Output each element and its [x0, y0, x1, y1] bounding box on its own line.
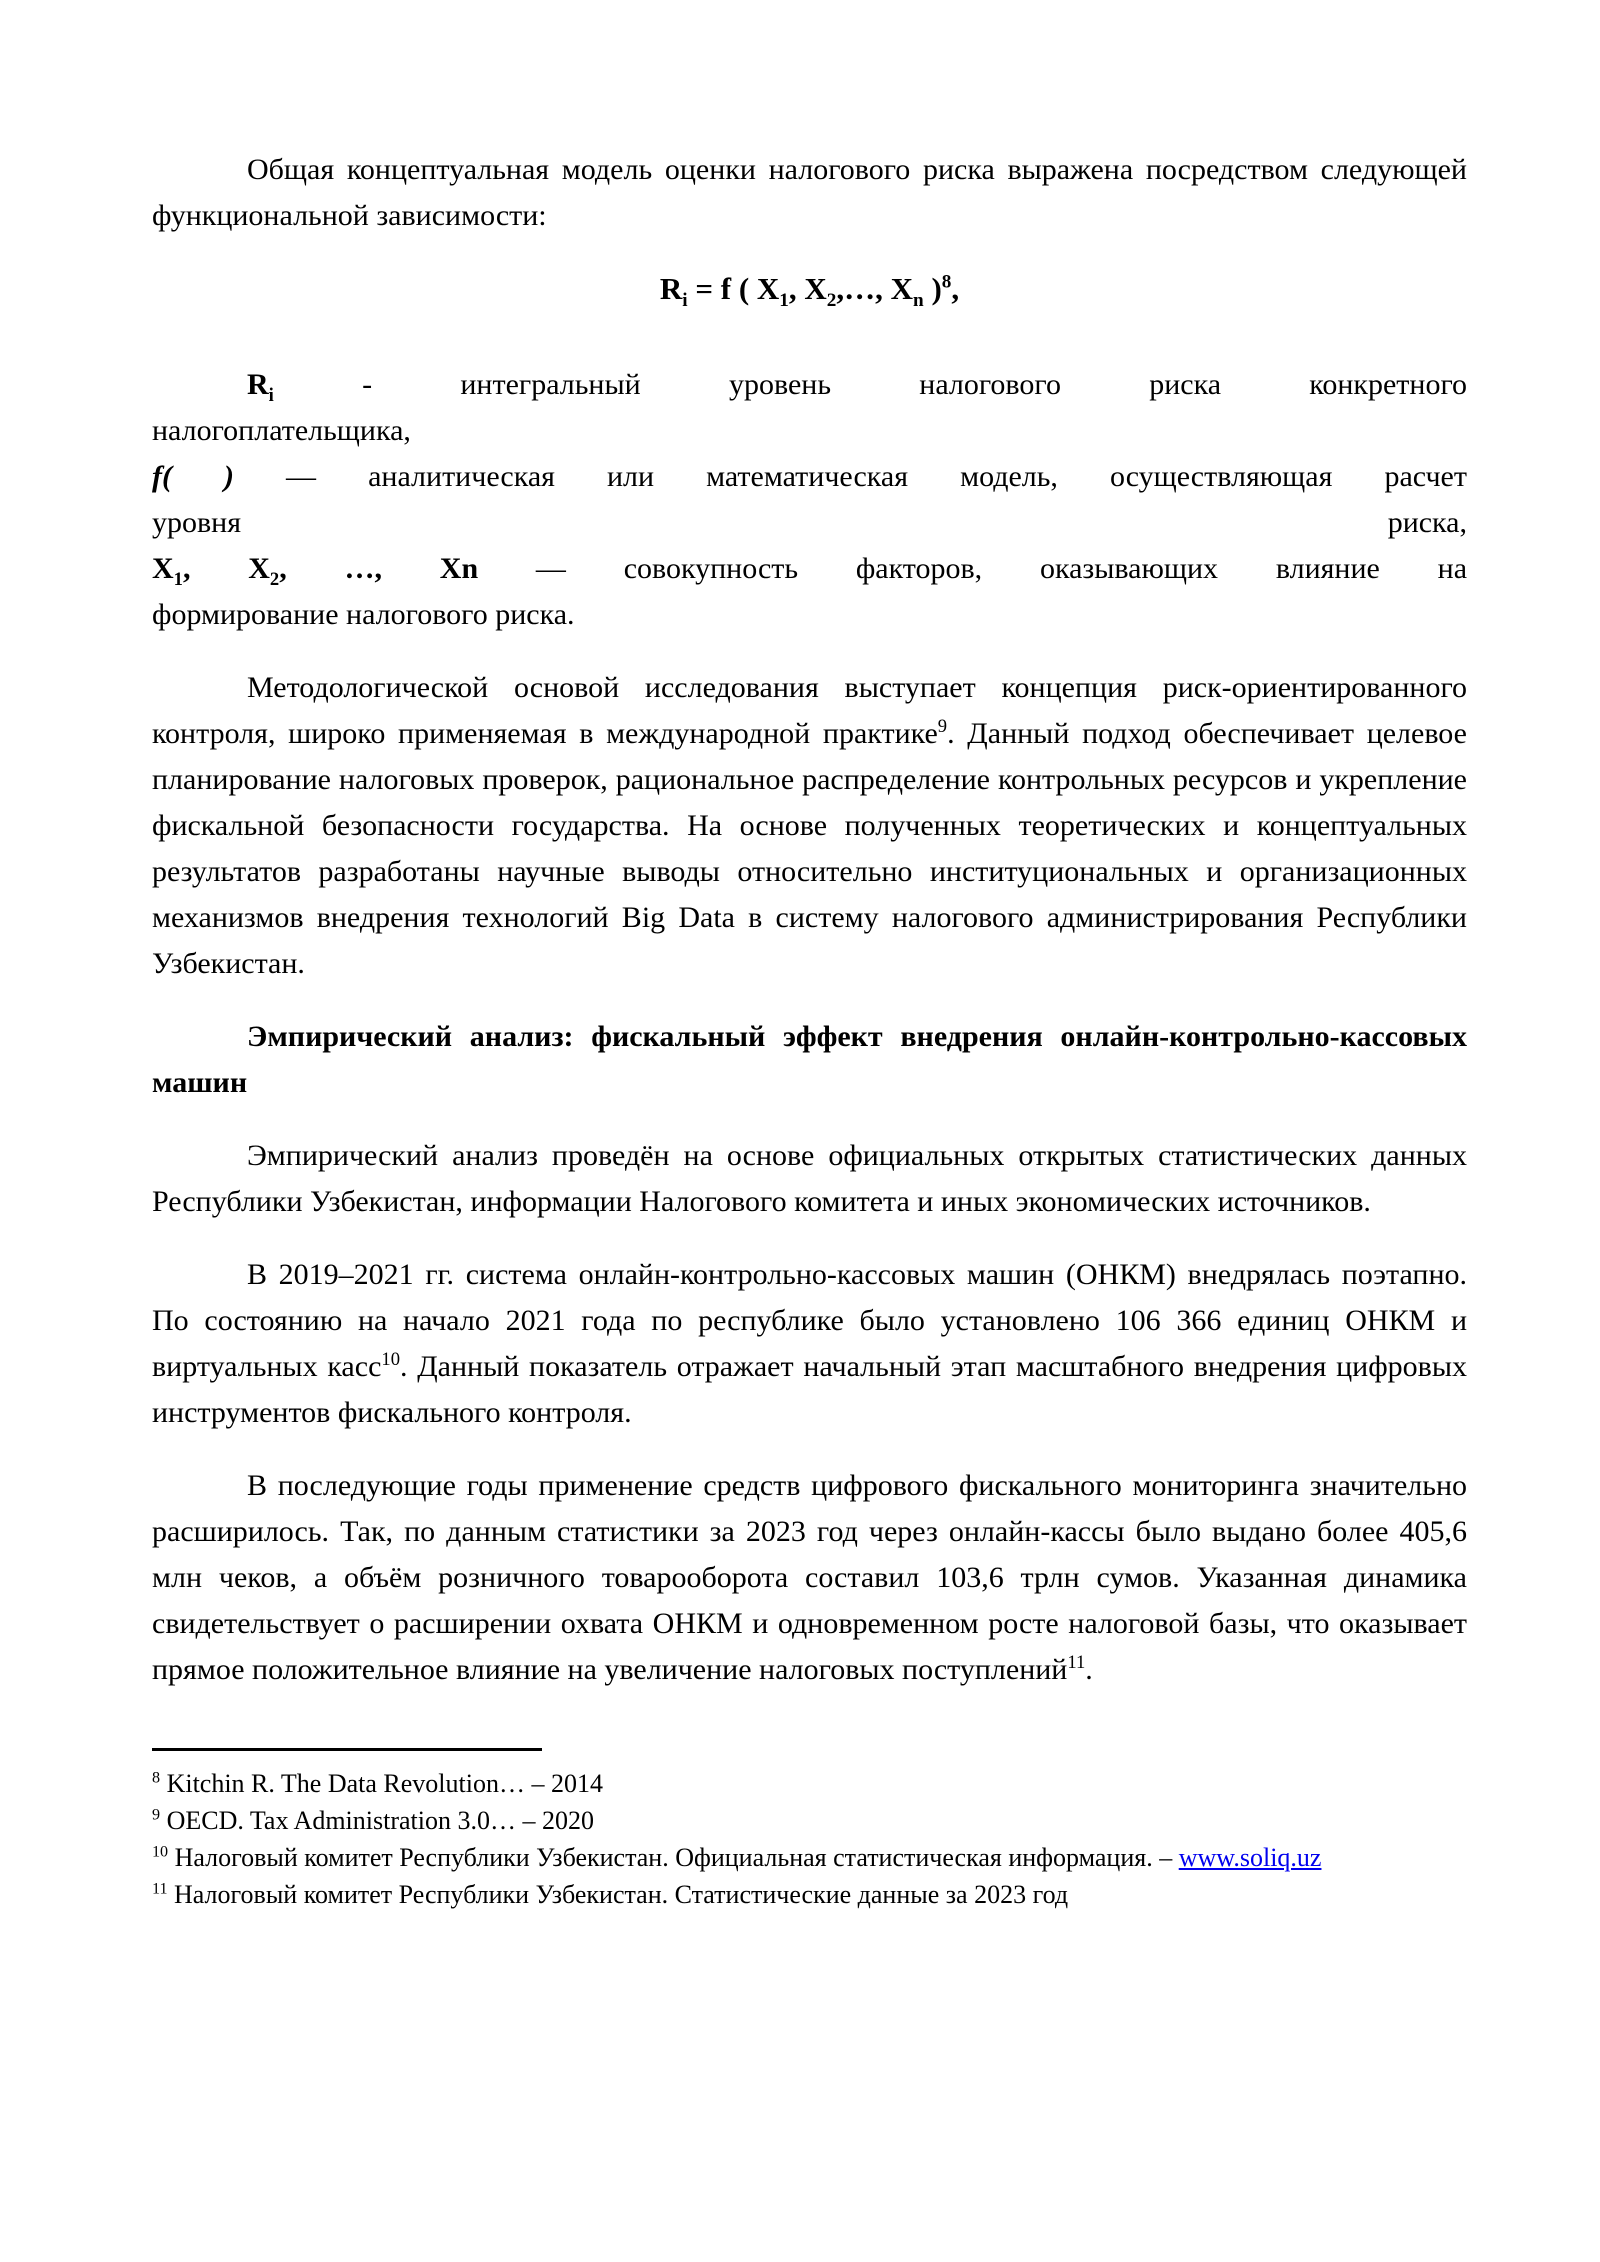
methodology-text: Методологической основой исследования выступает концепция риск-ориентированного контроля, широко применяемая в международной практике	[152, 671, 1467, 750]
formula-part: = f ( X	[687, 271, 780, 306]
section-heading-text: Эмпирический анализ: фискальный эффект внедрения онлайн-контрольно-кассовых машин	[152, 1020, 1467, 1099]
footnote-10-number: 10	[152, 1843, 169, 1861]
footnote-8-number: 8	[152, 1769, 161, 1787]
formula-part: ,…, X	[836, 271, 914, 306]
x-symbol-mid: , X	[182, 552, 270, 585]
formula-part: R	[659, 271, 683, 306]
f-symbol: f( )	[152, 460, 235, 493]
definition-x-text2: формирование налогового риска.	[152, 598, 575, 631]
footnote-separator	[152, 1748, 542, 1751]
section-heading	[152, 1014, 1467, 1106]
definition-ri-line2	[152, 408, 1467, 454]
paragraph-onkm	[152, 1252, 1467, 1436]
paragraph-intro-text: Общая концептуальная модель оценки налогового риска выражена посредством следующей функциональной зависимости:	[152, 153, 1467, 232]
footnote-10	[152, 1839, 1467, 1876]
definition-f-text: — аналитическая или математическая модель, осуществляющая расчет	[234, 460, 1467, 493]
variable-definitions	[152, 362, 1467, 638]
definition-ri-line1	[152, 362, 1467, 408]
footnote-9	[152, 1802, 1467, 1839]
paragraph-growth	[152, 1463, 1467, 1693]
definition-x-line1	[152, 546, 1467, 592]
formula-footnote-ref-8: 8	[941, 271, 952, 293]
onkm-text2: . Данный показатель отражает начальный этап масштабного внедрения цифровых инструментов фискального контроля.	[152, 1350, 1467, 1429]
ri-symbol-base: R	[247, 368, 269, 401]
footnote-10-text: Налоговый комитет Республики Узбекистан. Официальная статистическая информация. –	[174, 1843, 1179, 1872]
definition-ri-text: - интегральный уровень налогового риска конкретного	[273, 368, 1467, 401]
formula-part: )	[923, 271, 942, 306]
paragraph-methodology	[152, 665, 1467, 987]
formula-subscript: 2	[826, 290, 837, 312]
formula-subscript: n	[913, 290, 924, 312]
footnote-8-text: Kitchin R. The Data Revolution… – 2014	[166, 1769, 603, 1798]
methodology-text2: . Данный подход обеспечивает целевое планирование налоговых проверок, рациональное распределение контрольных ресурсов и укрепление фискальной безопасности государства. На основе полученных теоретических и концептуальных результатов разработаны научные выводы относительно институциональных и организационных механизмов внедрения технологий Big Data в систему налогового администрирования Республики Узбекистан.	[152, 717, 1467, 980]
soliq-link[interactable]: www.soliq.uz	[1178, 1843, 1322, 1872]
formula-expression	[659, 271, 960, 312]
paragraph-intro	[152, 147, 1467, 239]
footnote-9-text: OECD. Tax Administration 3.0… – 2020	[166, 1806, 594, 1835]
footnote-8	[152, 1765, 1467, 1802]
footnote-ref-10: 10	[381, 1349, 400, 1370]
definition-f-text2: уровня риска,	[152, 506, 1467, 539]
paragraph-empirical	[152, 1133, 1467, 1225]
definition-ri-text2: налогоплательщика,	[152, 414, 411, 447]
x-symbol-tail: , …, Xn	[279, 552, 479, 585]
footnote-11-number: 11	[152, 1880, 168, 1898]
footnote-ref-11: 11	[1067, 1652, 1086, 1673]
footnotes-section	[152, 1720, 1467, 1913]
x-symbol-base: X	[152, 552, 174, 585]
formula-part: , X	[788, 271, 827, 306]
formula-part: ,	[951, 271, 960, 306]
footnote-9-number: 9	[152, 1806, 161, 1824]
ri-symbol	[247, 368, 274, 406]
definition-x-line2	[152, 592, 1467, 638]
definition-f-line2	[152, 500, 1467, 546]
footnote-11-text: Налоговый комитет Республики Узбекистан. Статистические данные за 2023 год	[174, 1880, 1069, 1909]
definition-x-text: — совокупность факторов, оказывающих влияние на	[478, 552, 1468, 585]
x-symbol-sub2: 2	[269, 569, 280, 590]
ri-symbol-sub: i	[268, 385, 274, 406]
formula-subscript: i	[682, 290, 688, 312]
onkm-text: В 2019–2021 гг. система онлайн-контрольно-кассовых машин (ОНКМ) внедрялась поэтапно. По состоянию на начало 2021 года по республике было установлено 106 366 единиц ОНКМ и виртуальных касс	[152, 1258, 1467, 1383]
definition-f-line1	[152, 454, 1467, 500]
formula-tax-risk	[152, 266, 1467, 312]
footnote-11	[152, 1876, 1467, 1913]
x-symbols	[152, 552, 479, 590]
growth-text2: .	[1085, 1653, 1093, 1686]
x-symbol-sub1: 1	[173, 569, 183, 590]
formula-subscript: 1	[779, 290, 789, 312]
empirical-text: Эмпирический анализ проведён на основе официальных открытых статистических данных Республики Узбекистан, информации Налогового комитета и иных экономических источников.	[152, 1139, 1467, 1218]
growth-text: В последующие годы применение средств цифрового фискального мониторинга значительно расширилось. Так, по данным статистики за 2023 год через онлайн-кассы было выдано более 405,6 млн чеков, а объём розничного товарооборота составил 103,6 трлн сумов. Указанная динамика свидетельствует о расширении охвата ОНКМ и одновременном росте налоговой базы, что оказывает прямое положительное влияние на увеличение налоговых поступлений	[152, 1469, 1467, 1686]
footnote-ref-9: 9	[937, 716, 948, 737]
